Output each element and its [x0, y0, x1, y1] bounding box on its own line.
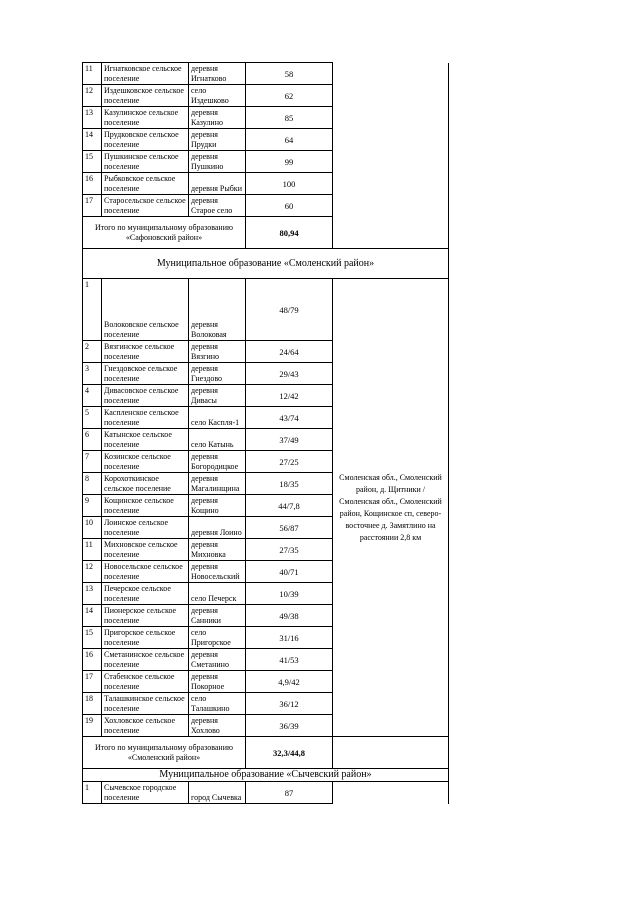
row-number: 13 — [83, 107, 102, 129]
settlement-name: Хохловское сельское поселение — [102, 715, 189, 737]
row-number: 8 — [83, 473, 102, 495]
settlement-name: Сычевское городское поселение — [102, 782, 189, 804]
row-number: 13 — [83, 583, 102, 605]
empty-cell — [333, 737, 449, 769]
row-number: 11 — [83, 539, 102, 561]
settlement-name: Игнатковское сельское поселение — [102, 63, 189, 85]
village-name: деревня Хохлово — [189, 715, 246, 737]
value-cell: 40/71 — [246, 561, 333, 583]
settlement-name: Катынское сельское поселение — [102, 429, 189, 451]
value-cell: 56/87 — [246, 517, 333, 539]
village-name: деревня Пушкино — [189, 151, 246, 173]
total-row — [83, 217, 449, 249]
value-cell: 64 — [246, 129, 333, 151]
village-name: деревня Казулино — [189, 107, 246, 129]
total-value: 80,94 — [246, 217, 333, 249]
settlement-name: Прудковское сельское поселение — [102, 129, 189, 151]
village-name: деревня Волоковая — [189, 279, 246, 341]
settlement-name: Михновское сельское поселение — [102, 539, 189, 561]
value-cell: 58 — [246, 63, 333, 85]
row-number: 17 — [83, 671, 102, 693]
value-cell: 18/35 — [246, 473, 333, 495]
section-header — [83, 769, 449, 782]
row-number: 15 — [83, 151, 102, 173]
settlement-name: Талашкинское сельское поселение — [102, 693, 189, 715]
settlement-name: Каспленское сельское поселение — [102, 407, 189, 429]
value-cell: 85 — [246, 107, 333, 129]
village-name: деревня Кощино — [189, 495, 246, 517]
total-label: Итого по муниципальному образованию «Сафоновский район» — [83, 217, 246, 249]
value-cell: 36/12 — [246, 693, 333, 715]
empty-cell — [333, 217, 449, 249]
village-name: деревня Богородицкое — [189, 451, 246, 473]
settlement-name: Кощинское сельское поселение — [102, 495, 189, 517]
data-table — [82, 62, 449, 804]
village-name: деревня Старое село — [189, 195, 246, 217]
settlement-name: Лоинское сельское поселение — [102, 517, 189, 539]
empty-cell — [333, 782, 449, 804]
village-name: село Катынь — [189, 429, 246, 451]
row-number: 19 — [83, 715, 102, 737]
value-cell: 31/16 — [246, 627, 333, 649]
village-name: деревня Дивасы — [189, 385, 246, 407]
settlement-name: Издешковское сельское поселение — [102, 85, 189, 107]
settlement-name: Сметанинское сельское поселение — [102, 649, 189, 671]
total-row — [83, 737, 449, 769]
row-number: 1 — [83, 279, 102, 341]
settlement-name: Рыбковское сельское поселение — [102, 173, 189, 195]
total-label: Итого по муниципальному образованию «Смоленский район» — [83, 737, 246, 769]
village-name: деревня Покорное — [189, 671, 246, 693]
village-name: деревня Сметанино — [189, 649, 246, 671]
row-number: 12 — [83, 561, 102, 583]
value-cell: 48/79 — [246, 279, 333, 341]
value-cell: 37/49 — [246, 429, 333, 451]
settlement-name: Волоковское сельское поселение — [102, 279, 189, 341]
village-name: деревня Магалинщина — [189, 473, 246, 495]
section-title: Муниципальное образование «Сычевский район» — [83, 769, 449, 782]
settlement-name: Пионерское сельское поселение — [102, 605, 189, 627]
table-row — [83, 63, 449, 85]
row-number: 16 — [83, 649, 102, 671]
value-cell: 12/42 — [246, 385, 333, 407]
village-name: деревня Михновка — [189, 539, 246, 561]
village-name: деревня Рыбки — [189, 173, 246, 195]
village-name: деревня Новосельский — [189, 561, 246, 583]
settlement-name: Гнездовское сельское поселение — [102, 363, 189, 385]
row-number: 12 — [83, 85, 102, 107]
village-name: село Талашкино — [189, 693, 246, 715]
row-number: 11 — [83, 63, 102, 85]
row-number: 15 — [83, 627, 102, 649]
settlement-name: Козинское сельское поселение — [102, 451, 189, 473]
row-number: 18 — [83, 693, 102, 715]
value-cell: 41/53 — [246, 649, 333, 671]
value-cell: 44/7,8 — [246, 495, 333, 517]
row-number: 5 — [83, 407, 102, 429]
value-cell: 60 — [246, 195, 333, 217]
row-number: 14 — [83, 129, 102, 151]
settlement-name: Казулинское сельское поселение — [102, 107, 189, 129]
row-number: 7 — [83, 451, 102, 473]
village-name: деревня Гнездово — [189, 363, 246, 385]
empty-cell — [333, 63, 449, 217]
settlement-name: Стабенское сельское поселение — [102, 671, 189, 693]
row-number: 4 — [83, 385, 102, 407]
row-number: 9 — [83, 495, 102, 517]
table-row — [83, 279, 449, 341]
value-cell: 49/38 — [246, 605, 333, 627]
value-cell: 24/64 — [246, 341, 333, 363]
settlement-name: Корохоткинское сельское поселение — [102, 473, 189, 495]
village-name: село Пригорское — [189, 627, 246, 649]
row-number: 1 — [83, 782, 102, 804]
village-name: село Печерск — [189, 583, 246, 605]
settlement-name: Дивасовское сельское поселение — [102, 385, 189, 407]
total-value: 32,3/44,8 — [246, 737, 333, 769]
value-cell: 99 — [246, 151, 333, 173]
table-row — [83, 782, 449, 804]
value-cell: 27/35 — [246, 539, 333, 561]
section-header — [83, 249, 449, 279]
row-number: 17 — [83, 195, 102, 217]
settlement-name: Печерское сельское поселение — [102, 583, 189, 605]
row-number: 14 — [83, 605, 102, 627]
village-name: село Каспля-1 — [189, 407, 246, 429]
value-cell: 27/25 — [246, 451, 333, 473]
settlement-name: Новосельское сельское поселение — [102, 561, 189, 583]
value-cell: 36/39 — [246, 715, 333, 737]
row-number: 16 — [83, 173, 102, 195]
value-cell: 87 — [246, 782, 333, 804]
row-number: 3 — [83, 363, 102, 385]
settlement-name: Пушкинское сельское поселение — [102, 151, 189, 173]
section-title: Муниципальное образование «Смоленский район» — [83, 249, 449, 279]
settlement-name: Пригорское сельское поселение — [102, 627, 189, 649]
village-name: деревня Прудки — [189, 129, 246, 151]
village-name: деревня Вязгино — [189, 341, 246, 363]
row-number: 2 — [83, 341, 102, 363]
village-name: деревня Игнатково — [189, 63, 246, 85]
value-cell: 43/74 — [246, 407, 333, 429]
village-name: город Сычевка — [189, 782, 246, 804]
location-cell: Смоленская обл., Смоленский район, д. Щитники / Смоленская обл., Смоленский район, Кощинское сп, северо-восточнее д. Замятлино на расстоянии 2,8 км — [333, 279, 449, 737]
settlement-name: Вязгинское сельское поселение — [102, 341, 189, 363]
value-cell: 10/39 — [246, 583, 333, 605]
village-name: деревня Санники — [189, 605, 246, 627]
value-cell: 100 — [246, 173, 333, 195]
village-name: деревня Лоино — [189, 517, 246, 539]
settlement-name: Старосельское сельское поселение — [102, 195, 189, 217]
value-cell: 4,9/42 — [246, 671, 333, 693]
row-number: 10 — [83, 517, 102, 539]
row-number: 6 — [83, 429, 102, 451]
village-name: село Издешково — [189, 85, 246, 107]
value-cell: 29/43 — [246, 363, 333, 385]
value-cell: 62 — [246, 85, 333, 107]
